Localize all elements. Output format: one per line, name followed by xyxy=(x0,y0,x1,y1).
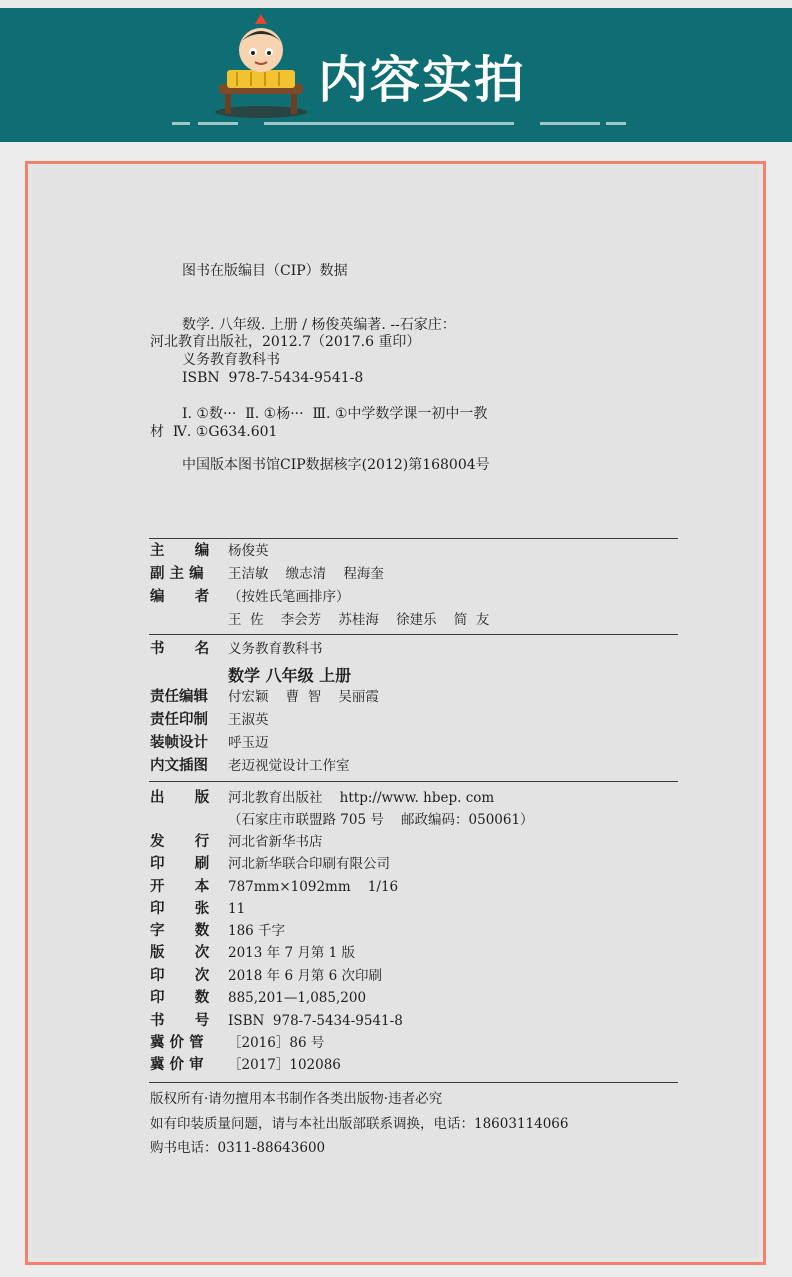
editor-label: 编 者 xyxy=(150,589,210,605)
cip-record-number: 中国版本图书馆CIP数据核字(2012)第168004号 xyxy=(182,457,490,473)
quality-notice: 如有印装质量问题，请与本社出版部联系调换，电话：18603114066 xyxy=(150,1116,569,1132)
section-divider xyxy=(149,538,678,539)
editor-value: 杨俊英 xyxy=(228,543,269,559)
editor-label: 副 主 编 xyxy=(150,566,204,582)
publish-value: （石家庄市联盟路 705 号 邮政编码：050061） xyxy=(228,812,534,828)
publish-value: ［2016］86 号 xyxy=(228,1035,325,1051)
publish-value: 2013 年 7 月第 1 版 xyxy=(228,945,355,961)
publish-label: 印 次 xyxy=(150,968,210,984)
section-divider xyxy=(149,1082,678,1083)
book-row-label: 责任编辑 xyxy=(150,689,208,705)
book-row-value: 老迈视觉设计工作室 xyxy=(228,758,350,774)
book-row-label: 责任印制 xyxy=(150,712,208,728)
book-row-value: 王淑英 xyxy=(228,712,269,728)
copyright-notice: 版权所有·请勿擅用本书制作各类出版物·违者必究 xyxy=(150,1091,443,1107)
cip-line: 材 Ⅳ. ①G634.601 xyxy=(150,424,278,440)
banner-divider xyxy=(540,122,600,125)
publish-value: 787mm×1092mm 1/16 xyxy=(228,879,399,895)
editor-value: （按姓氏笔画排序） xyxy=(228,589,350,605)
publish-label: 字 数 xyxy=(150,923,210,939)
editor-value: 王洁敏 缴志清 程海奎 xyxy=(228,566,384,582)
header-banner xyxy=(0,0,792,142)
book-title: 数学 八年级 上册 xyxy=(228,666,352,685)
publish-label: 印 数 xyxy=(150,990,210,1006)
cip-line: 河北教育出版社，2012.7（2017.6 重印） xyxy=(150,334,421,350)
publish-label: 冀 价 管 xyxy=(150,1035,204,1051)
section-divider xyxy=(149,781,678,782)
banner-top-strip xyxy=(0,0,792,8)
publish-label: 印 刷 xyxy=(150,856,210,872)
book-series: 义务教育教科书 xyxy=(228,641,323,657)
publish-value: 河北省新华书店 xyxy=(228,834,323,850)
book-row-label: 装帧设计 xyxy=(150,735,208,751)
publish-value: 河北教育出版社 http://www. hbep. com xyxy=(228,790,495,806)
editor-value: 王 佐 李会芳 苏桂海 徐建乐 简 友 xyxy=(228,612,490,628)
banner-divider xyxy=(198,122,238,125)
publish-label: 印 张 xyxy=(150,901,210,917)
publish-value: ［2017］102086 xyxy=(228,1057,341,1073)
mascot-reading-icon xyxy=(205,12,317,124)
banner-divider xyxy=(606,122,626,125)
section-divider xyxy=(149,634,678,635)
editor-label: 主 编 xyxy=(150,543,210,559)
publish-value: ISBN 978-7-5434-9541-8 xyxy=(228,1013,403,1029)
publish-value: 河北新华联合印刷有限公司 xyxy=(228,856,390,872)
book-row-value: 付宏颖 曹 智 吴丽霞 xyxy=(228,689,379,705)
publish-label: 发 行 xyxy=(150,834,210,850)
banner-title: 内容实拍 xyxy=(318,51,526,109)
publish-label: 开 本 xyxy=(150,879,210,895)
purchase-phone: 购书电话：0311-88643600 xyxy=(150,1140,326,1156)
publish-label: 出 版 xyxy=(150,790,210,806)
publish-label: 书 号 xyxy=(150,1013,210,1029)
book-row-value: 呼玉迈 xyxy=(228,735,269,751)
banner-divider xyxy=(172,122,190,125)
publish-value: 11 xyxy=(228,901,246,917)
cip-line: 义务教育教科书 xyxy=(182,352,280,368)
cip-heading: 图书在版编目（CIP）数据 xyxy=(182,263,348,279)
publish-value: 2018 年 6 月第 6 次印刷 xyxy=(228,968,382,984)
publish-value: 885,201—1,085,200 xyxy=(228,990,367,1006)
book-row-label: 内文插图 xyxy=(150,758,208,774)
cip-line: Ⅰ. ①数··· Ⅱ. ①杨··· Ⅲ. ①中学数学课一初中一教 xyxy=(182,406,488,422)
publish-label: 冀 价 审 xyxy=(150,1057,204,1073)
publish-value: 186 千字 xyxy=(228,923,286,939)
banner-divider xyxy=(264,122,514,125)
cip-line: 数学. 八年级. 上册 / 杨俊英编著. --石家庄： xyxy=(182,317,456,333)
book-name-label: 书 名 xyxy=(150,641,210,657)
publish-label: 版 次 xyxy=(150,945,210,961)
cip-isbn: ISBN 978-7-5434-9541-8 xyxy=(182,370,364,386)
